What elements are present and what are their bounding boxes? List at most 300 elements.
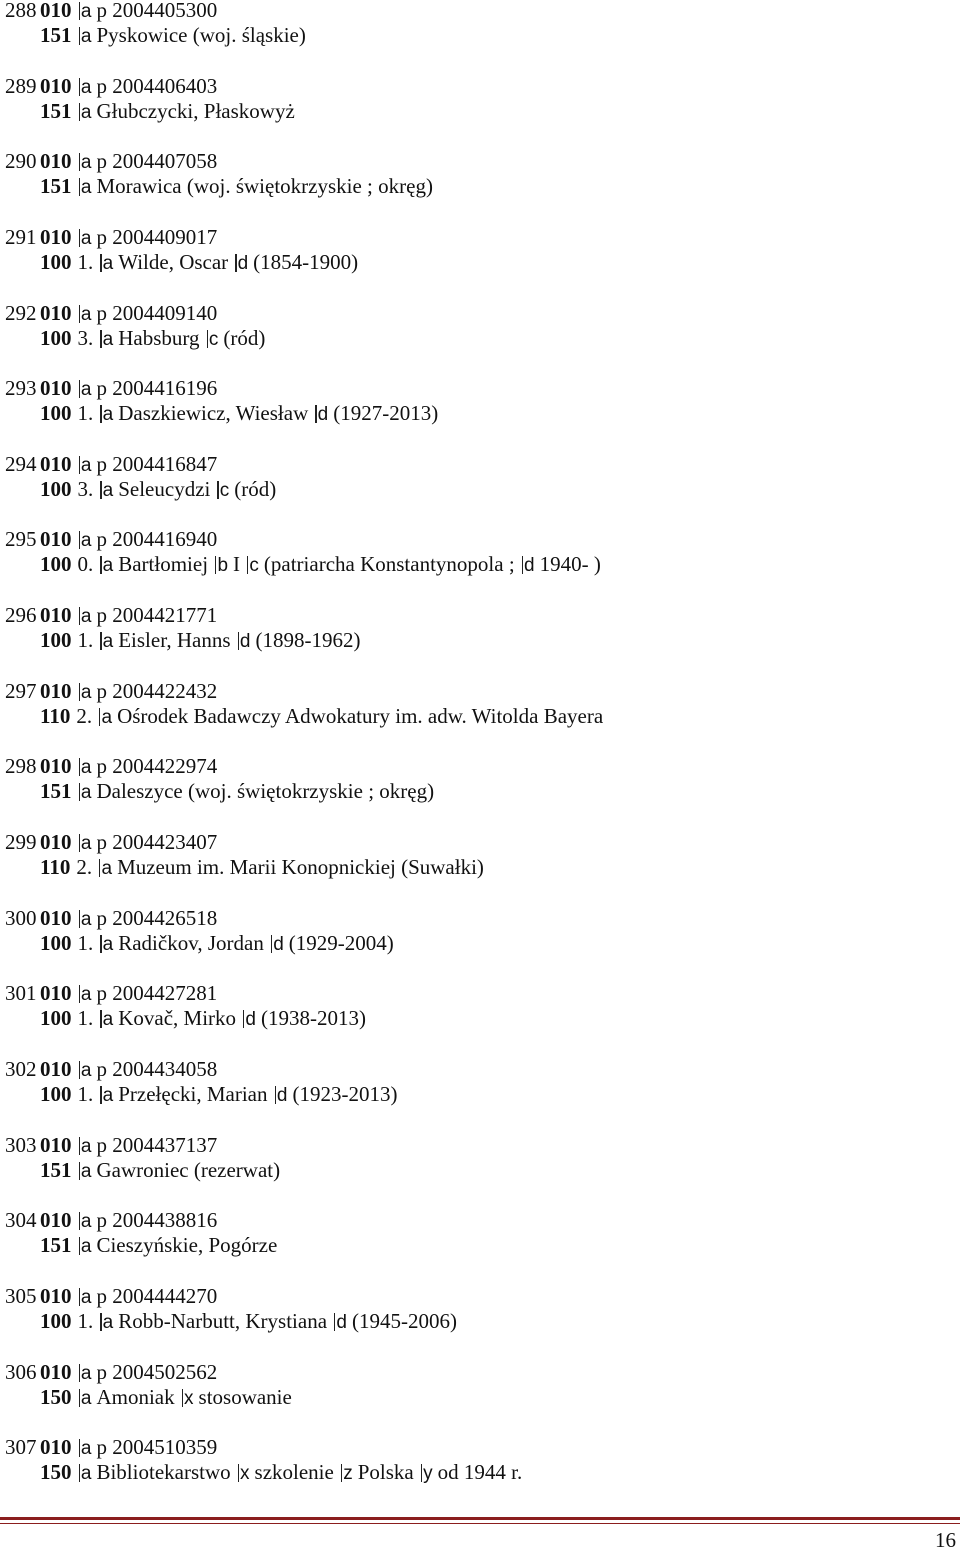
authority-record <box>5 1057 945 1133</box>
subfield-value: Radičkov, Jordan <box>118 930 264 955</box>
subfield-code: a <box>80 1463 92 1485</box>
subfield-value: Głubczycki, Płaskowyż <box>96 98 295 123</box>
control-number: 2004416940 <box>112 527 218 552</box>
subfield-delimiter <box>100 1313 101 1331</box>
subfield-delimiter <box>341 1464 342 1482</box>
subfield-code: d <box>276 1084 288 1106</box>
field-tag: 151 <box>40 779 72 804</box>
authority-record <box>5 754 945 830</box>
subfield-code: a <box>102 479 114 501</box>
record-heading-line <box>5 1233 945 1258</box>
record-number: 302 <box>5 1056 37 1081</box>
subfield-code: z <box>343 1463 353 1485</box>
field-tag: 100 <box>40 1308 72 1333</box>
subfield-code: a <box>80 76 92 98</box>
subfield-value: Daszkiewicz, Wiesław <box>118 401 309 426</box>
subfield-delimiter <box>79 229 80 247</box>
subfield-delimiter <box>100 1086 101 1104</box>
subfield-delimiter <box>421 1464 422 1482</box>
subfield-delimiter <box>79 758 80 776</box>
subfield-delimiter <box>79 531 80 549</box>
authority-record <box>5 527 945 603</box>
subfield-value: Muzeum im. Marii Konopnickiej (Suwałki) <box>117 855 484 880</box>
record-number: 292 <box>5 300 37 325</box>
subfield-code: d <box>237 252 249 274</box>
control-number-prefix: p <box>96 376 113 401</box>
subfield-value: Amoniak <box>96 1384 175 1409</box>
subfield-code: a <box>80 782 92 804</box>
subfield-delimiter <box>79 985 80 1003</box>
control-number: 2004421771 <box>112 603 218 628</box>
authority-record <box>5 74 945 150</box>
field-tag-010: 010 <box>40 376 72 401</box>
subfield-value: Przełęcki, Marian <box>118 1081 268 1106</box>
subfield-code: y <box>423 1463 433 1485</box>
subfield-code: a <box>102 404 114 426</box>
subfield-code: d <box>524 555 535 577</box>
subfield-value: (1927-2013) <box>333 401 439 426</box>
subfield-value: Eisler, Hanns <box>118 628 231 653</box>
subfield-delimiter <box>79 1137 80 1155</box>
subfield-delimiter <box>79 1288 80 1306</box>
subfield-delimiter <box>100 405 101 423</box>
subfield-value: (1923-2013) <box>292 1081 398 1106</box>
field-tag-010: 010 <box>40 0 72 22</box>
control-number: 2004444270 <box>112 1283 218 1308</box>
subfield-code: x <box>240 1463 250 1485</box>
subfield-delimiter <box>79 1464 80 1482</box>
control-number-prefix: p <box>96 1283 113 1308</box>
subfield-code: a <box>102 1084 114 1106</box>
control-number: 2004426518 <box>112 905 218 930</box>
authority-record <box>5 1435 945 1511</box>
subfield-code: a <box>102 555 114 577</box>
field-indicator: 0. <box>77 552 94 577</box>
subfield-code: c <box>219 479 230 501</box>
field-tag: 150 <box>40 1384 72 1409</box>
record-control-line <box>5 0 945 23</box>
field-tag: 100 <box>40 401 72 426</box>
record-number: 296 <box>5 603 37 628</box>
subfield-code: a <box>80 1362 92 1384</box>
control-number: 2004422974 <box>112 754 218 779</box>
control-number: 2004409140 <box>112 300 218 325</box>
subfield-delimiter <box>79 153 80 171</box>
subfield-value: Bibliotekarstwo <box>96 1460 231 1485</box>
subfield-value: (patriarcha Konstantynopola ; <box>263 552 515 577</box>
field-tag-010: 010 <box>40 754 72 779</box>
authority-record <box>5 0 945 74</box>
control-number-prefix: p <box>96 527 113 552</box>
authority-record <box>5 1133 945 1209</box>
subfield-code: a <box>102 933 114 955</box>
control-number-prefix: p <box>96 1359 113 1384</box>
subfield-value: Ośrodek Badawczy Adwokatury im. adw. Witolda Bayera <box>117 703 604 728</box>
field-tag: 100 <box>40 628 72 653</box>
record-heading-line <box>5 401 945 426</box>
subfield-value: Gawroniec (rezerwat) <box>96 1157 281 1182</box>
subfield-code: a <box>80 757 92 779</box>
subfield-value: Daleszyce (woj. świętokrzyskie ; okręg) <box>96 779 435 804</box>
subfield-code: a <box>80 1059 92 1081</box>
record-control-line <box>5 1057 945 1082</box>
subfield-value: (1898-1962) <box>255 628 361 653</box>
field-tag-010: 010 <box>40 527 72 552</box>
field-tag-010: 010 <box>40 981 72 1006</box>
field-tag-010: 010 <box>40 1056 72 1081</box>
subfield-code: c <box>208 328 219 350</box>
field-indicator: 2. <box>76 703 93 728</box>
field-tag-010: 010 <box>40 451 72 476</box>
subfield-delimiter <box>100 935 101 953</box>
field-tag: 110 <box>40 703 71 728</box>
subfield-value: stosowanie <box>198 1384 292 1409</box>
footer-rule-thin <box>0 1523 960 1524</box>
subfield-delimiter <box>182 1389 183 1407</box>
subfield-delimiter <box>79 1439 80 1457</box>
control-number-prefix: p <box>96 1132 113 1157</box>
authority-record <box>5 149 945 225</box>
subfield-value: I <box>233 552 241 577</box>
control-number-prefix: p <box>96 678 113 703</box>
field-indicator: 3. <box>77 476 94 501</box>
field-tag-010: 010 <box>40 830 72 855</box>
authority-record <box>5 603 945 679</box>
subfield-value: Polska <box>357 1460 414 1485</box>
record-control-line <box>5 527 945 552</box>
record-heading-line <box>5 628 945 653</box>
control-number-prefix: p <box>96 0 113 22</box>
field-tag-010: 010 <box>40 224 72 249</box>
subfield-code: a <box>80 227 92 249</box>
authority-record <box>5 1284 945 1360</box>
field-tag: 150 <box>40 1460 72 1485</box>
subfield-value: Bartłomiej <box>118 552 209 577</box>
authority-record <box>5 376 945 452</box>
record-control-line <box>5 754 945 779</box>
record-number: 300 <box>5 905 37 930</box>
control-number-prefix: p <box>96 1056 113 1081</box>
page-number: 16 <box>935 1528 956 1552</box>
subfield-value: (ród) <box>223 325 266 350</box>
control-number-prefix: p <box>96 300 113 325</box>
record-heading-line <box>5 477 945 502</box>
subfield-code: a <box>102 328 114 350</box>
control-number-prefix: p <box>96 149 113 174</box>
subfield-delimiter <box>79 78 80 96</box>
subfield-delimiter <box>79 456 80 474</box>
subfield-code: a <box>80 1387 92 1409</box>
subfield-code: a <box>80 1211 92 1233</box>
subfield-code: a <box>80 1236 92 1258</box>
field-tag: 151 <box>40 98 72 123</box>
record-heading-line <box>5 174 945 199</box>
record-control-line <box>5 906 945 931</box>
subfield-code: a <box>80 1135 92 1157</box>
subfield-code: a <box>80 1 92 22</box>
record-control-line <box>5 74 945 99</box>
subfield-code: a <box>80 681 92 703</box>
subfield-delimiter <box>79 27 80 45</box>
subfield-delimiter <box>79 783 80 801</box>
field-tag-010: 010 <box>40 603 72 628</box>
field-tag: 151 <box>40 174 72 199</box>
subfield-delimiter <box>275 1086 276 1104</box>
subfield-value: Robb-Narbutt, Krystiana <box>118 1308 328 1333</box>
record-number: 305 <box>5 1283 37 1308</box>
subfield-delimiter <box>79 178 80 196</box>
subfield-delimiter <box>79 1061 80 1079</box>
subfield-delimiter <box>271 935 272 953</box>
field-tag: 100 <box>40 1081 72 1106</box>
record-control-line <box>5 603 945 628</box>
subfield-value: (1945-2006) <box>351 1308 457 1333</box>
field-tag: 100 <box>40 476 72 501</box>
subfield-value: Cieszyńskie, Pogórze <box>96 1233 278 1258</box>
subfield-delimiter <box>79 1364 80 1382</box>
subfield-delimiter <box>235 254 236 272</box>
subfield-code: a <box>80 606 92 628</box>
field-tag-010: 010 <box>40 905 72 930</box>
field-indicator: 1. <box>77 401 94 426</box>
control-number: 2004423407 <box>112 830 218 855</box>
record-control-line <box>5 376 945 401</box>
field-indicator: 1. <box>77 930 94 955</box>
record-number: 291 <box>5 224 37 249</box>
subfield-delimiter <box>79 1212 80 1230</box>
subfield-code: a <box>80 152 92 174</box>
subfield-delimiter <box>522 556 523 574</box>
control-number: 2004405300 <box>112 0 218 22</box>
field-indicator: 1. <box>77 249 94 274</box>
record-heading-line <box>5 704 945 729</box>
record-heading-line <box>5 1309 945 1334</box>
subfield-value: (ród) <box>234 476 277 501</box>
subfield-code: c <box>249 555 259 577</box>
subfield-value: od 1944 r. <box>437 1460 523 1485</box>
record-control-line <box>5 981 945 1006</box>
field-tag: 100 <box>40 1006 72 1031</box>
record-heading-line <box>5 99 945 124</box>
subfield-delimiter <box>79 834 80 852</box>
subfield-code: a <box>80 26 92 47</box>
control-number-prefix: p <box>96 1435 113 1460</box>
subfield-value: szkolenie <box>254 1460 334 1485</box>
subfield-code: d <box>273 933 284 955</box>
subfield-delimiter <box>79 305 80 323</box>
subfield-value: Kovač, Mirko <box>118 1006 237 1031</box>
field-indicator: 1. <box>77 1081 94 1106</box>
record-number: 294 <box>5 451 37 476</box>
subfield-code: a <box>80 1438 92 1460</box>
field-tag: 100 <box>40 552 72 577</box>
subfield-code: d <box>336 1311 347 1333</box>
control-number-prefix: p <box>96 830 113 855</box>
control-number: 2004502562 <box>112 1359 218 1384</box>
record-number: 307 <box>5 1435 37 1460</box>
record-number: 295 <box>5 527 37 552</box>
subfield-delimiter <box>79 103 80 121</box>
subfield-code: a <box>80 303 92 325</box>
field-tag-010: 010 <box>40 149 72 174</box>
field-tag: 151 <box>40 23 72 47</box>
control-number: 2004437137 <box>112 1132 218 1157</box>
field-tag-010: 010 <box>40 73 72 98</box>
field-tag: 151 <box>40 1233 72 1258</box>
control-number-prefix: p <box>96 905 113 930</box>
subfield-delimiter <box>79 1237 80 1255</box>
record-heading-line <box>5 326 945 351</box>
subfield-code: a <box>102 252 114 274</box>
record-number: 289 <box>5 73 37 98</box>
field-tag-010: 010 <box>40 1132 72 1157</box>
record-control-line <box>5 830 945 855</box>
authority-record <box>5 830 945 906</box>
control-number: 2004416847 <box>112 451 218 476</box>
subfield-delimiter <box>217 481 218 499</box>
record-control-line <box>5 1208 945 1233</box>
subfield-code: a <box>80 984 92 1006</box>
subfield-delimiter <box>315 405 316 423</box>
control-number-prefix: p <box>96 224 113 249</box>
record-number: 288 <box>5 0 37 22</box>
field-indicator: 2. <box>76 855 93 880</box>
subfield-delimiter <box>79 1162 80 1180</box>
field-indicator: 1. <box>77 1006 94 1031</box>
field-tag: 100 <box>40 325 72 350</box>
authority-record <box>5 679 945 755</box>
authority-record <box>5 301 945 377</box>
subfield-delimiter <box>207 330 208 348</box>
subfield-code: a <box>80 530 92 552</box>
subfield-code: d <box>245 1009 256 1031</box>
authority-record <box>5 225 945 301</box>
subfield-value: 1940- ) <box>539 552 601 577</box>
record-number: 290 <box>5 149 37 174</box>
subfield-delimiter <box>238 1464 239 1482</box>
subfield-delimiter <box>79 910 80 928</box>
subfield-code: a <box>80 1286 92 1308</box>
subfield-delimiter <box>79 683 80 701</box>
control-number: 2004427281 <box>112 981 218 1006</box>
subfield-value: Pyskowice (woj. śląskie) <box>96 23 306 47</box>
field-tag-010: 010 <box>40 1359 72 1384</box>
control-number: 2004422432 <box>112 678 218 703</box>
subfield-value: Seleucydzi <box>118 476 211 501</box>
record-heading-line <box>5 779 945 804</box>
record-control-line <box>5 1435 945 1460</box>
field-tag-010: 010 <box>40 678 72 703</box>
record-heading-line <box>5 1158 945 1183</box>
record-heading-line <box>5 931 945 956</box>
subfield-delimiter <box>100 254 101 272</box>
field-indicator: 1. <box>77 1308 94 1333</box>
subfield-code: a <box>101 858 113 880</box>
subfield-code: d <box>239 631 251 653</box>
field-tag-010: 010 <box>40 300 72 325</box>
record-heading-line <box>5 552 945 577</box>
field-tag: 100 <box>40 249 72 274</box>
subfield-code: d <box>317 404 329 426</box>
control-number: 2004407058 <box>112 149 218 174</box>
subfield-value: Morawica (woj. świętokrzyskie ; okręg) <box>96 174 433 199</box>
subfield-delimiter <box>100 1010 101 1028</box>
control-number: 2004434058 <box>112 1056 218 1081</box>
subfield-value: (1929-2004) <box>288 930 394 955</box>
subfield-delimiter <box>100 632 101 650</box>
subfield-value: Wilde, Oscar <box>118 249 229 274</box>
field-tag-010: 010 <box>40 1283 72 1308</box>
record-control-line <box>5 149 945 174</box>
subfield-value: (1938-2013) <box>261 1006 366 1031</box>
subfield-value: (1854-1900) <box>253 249 359 274</box>
record-control-line <box>5 1284 945 1309</box>
control-number: 2004409017 <box>112 224 218 249</box>
subfield-code: a <box>80 177 92 199</box>
control-number-prefix: p <box>96 754 113 779</box>
record-control-line <box>5 452 945 477</box>
record-heading-line <box>5 1385 945 1410</box>
record-number: 298 <box>5 754 37 779</box>
record-number: 303 <box>5 1132 37 1157</box>
record-control-line <box>5 1360 945 1385</box>
authority-record <box>5 1208 945 1284</box>
field-tag: 151 <box>40 1157 72 1182</box>
authority-record <box>5 906 945 982</box>
authority-record-list <box>5 0 945 1511</box>
subfield-code: a <box>102 631 114 653</box>
subfield-code: a <box>80 379 92 401</box>
control-number: 2004510359 <box>112 1435 218 1460</box>
control-number: 2004406403 <box>112 73 218 98</box>
subfield-delimiter <box>100 330 101 348</box>
subfield-code: a <box>80 454 92 476</box>
control-number-prefix: p <box>96 603 113 628</box>
control-number-prefix: p <box>96 451 113 476</box>
control-number: 2004438816 <box>112 1208 218 1233</box>
subfield-delimiter <box>100 481 101 499</box>
control-number-prefix: p <box>96 981 113 1006</box>
subfield-delimiter <box>79 1389 80 1407</box>
record-number: 306 <box>5 1359 37 1384</box>
record-heading-line <box>5 1082 945 1107</box>
control-number: 2004416196 <box>112 376 218 401</box>
control-number-prefix: p <box>96 1208 113 1233</box>
record-control-line <box>5 1133 945 1158</box>
authority-record <box>5 452 945 528</box>
record-number: 293 <box>5 376 37 401</box>
subfield-delimiter <box>79 607 80 625</box>
subfield-delimiter <box>79 2 80 20</box>
field-tag-010: 010 <box>40 1435 72 1460</box>
subfield-code: a <box>102 1311 114 1333</box>
record-number: 299 <box>5 830 37 855</box>
footer-rule-thick <box>0 1517 960 1520</box>
record-number: 297 <box>5 678 37 703</box>
control-number-prefix: p <box>96 73 113 98</box>
record-control-line <box>5 679 945 704</box>
subfield-code: a <box>80 1160 92 1182</box>
subfield-code: a <box>101 706 113 728</box>
field-indicator: 3. <box>77 325 94 350</box>
authority-record <box>5 1360 945 1436</box>
field-indicator: 1. <box>77 628 94 653</box>
subfield-code: a <box>80 833 92 855</box>
subfield-code: a <box>102 1009 114 1031</box>
field-tag: 110 <box>40 855 71 880</box>
record-control-line <box>5 301 945 326</box>
record-control-line <box>5 225 945 250</box>
